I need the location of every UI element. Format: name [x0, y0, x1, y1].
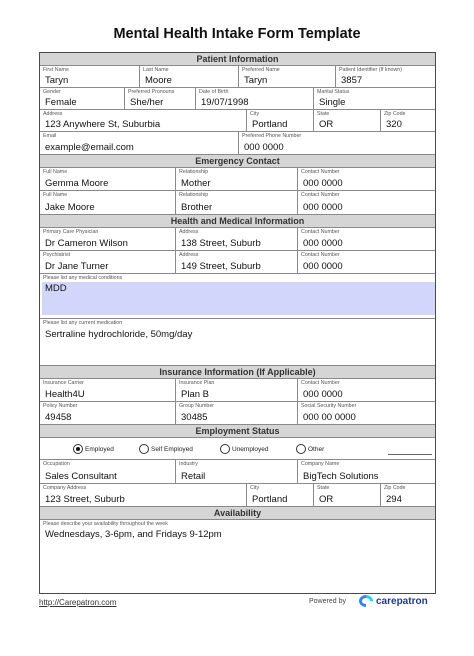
state-field[interactable]: State OR — [314, 110, 381, 131]
dob-field[interactable]: Date of Birth 19/07/1998 — [196, 88, 314, 109]
patient-row-4 — [40, 132, 435, 155]
physician-address-field[interactable]: Address 138 Street, Suburb — [176, 228, 298, 250]
email-field[interactable]: Email example@email.com — [40, 132, 239, 154]
insurance-contact-field[interactable]: Contact Number 000 0000 — [301, 380, 343, 400]
patient-id-field[interactable]: Patient Identifier (If known) 3857 — [339, 67, 403, 86]
section-header-health: Health and Medical Information — [40, 215, 435, 228]
carepatron-logo[interactable] — [358, 594, 428, 608]
emergency-number-field[interactable]: Contact Number 000 0000 — [301, 169, 343, 189]
radio-other[interactable]: Other — [296, 442, 324, 456]
medication-field[interactable]: Please list any current medication Sertraline hydrochloride, 50mg/day — [43, 320, 193, 340]
occupation-field[interactable]: Occupation Sales Consultant — [40, 460, 176, 483]
availability-field[interactable]: Please describe your availability throughout the week Wednesdays, 3-6pm, and Fridays 9-12pm — [43, 521, 222, 540]
preferred-name-field[interactable]: Preferred Name Taryn — [239, 66, 336, 87]
gender-field[interactable]: Gender Female — [40, 88, 125, 109]
phone-field[interactable]: Preferred Phone Number 000 0000 — [242, 133, 302, 153]
health-row-1 — [40, 228, 435, 251]
medical-conditions-field[interactable]: Please list any medical conditions MDD — [40, 274, 437, 318]
psychiatrist-field[interactable]: Psychiatrist Dr Jane Turner — [40, 251, 176, 273]
company-state-field[interactable]: State OR — [314, 484, 381, 506]
emergency-relationship-field[interactable]: Relationship Brother — [176, 191, 298, 214]
availability-row — [40, 520, 435, 592]
carepatron-logo-text: carepatron — [376, 595, 428, 607]
physician-field[interactable]: Primary Care Physician Dr Cameron Wilson — [40, 228, 176, 250]
section-header-emergency: Emergency Contact — [40, 155, 435, 168]
employment-row-1 — [40, 460, 435, 484]
insurance-carrier-field[interactable]: Insurance Carrier Health4U — [40, 379, 176, 401]
health-row-2 — [40, 251, 435, 274]
pronouns-field[interactable]: Preferred Pronouns She/her — [125, 88, 196, 109]
conditions-row — [40, 274, 435, 319]
section-header-employment: Employment Status — [40, 425, 435, 438]
industry-field[interactable]: Industry Retail — [176, 460, 298, 483]
group-number-field[interactable]: Group Number 30485 — [176, 402, 298, 424]
intake-form — [39, 52, 436, 594]
section-header-availability: Availability — [40, 507, 435, 520]
patient-row-1 — [40, 66, 435, 88]
address-field[interactable]: Address 123 Anywhere St, Suburbia — [40, 110, 247, 131]
policy-number-field[interactable]: Policy Number 49458 — [40, 402, 176, 424]
page-title: Mental Health Intake Form Template — [113, 26, 361, 42]
physician-number-field[interactable]: Contact Number 000 0000 — [301, 229, 343, 249]
emergency-name-field[interactable]: Full Name Jake Moore — [40, 191, 176, 214]
radio-circle-icon — [220, 444, 230, 454]
ssn-field[interactable]: Social Security Number 000 00 0000 — [301, 403, 357, 423]
psychiatrist-address-field[interactable]: Address 149 Street, Suburb — [176, 251, 298, 273]
patient-row-2 — [40, 88, 435, 110]
emergency-number-field[interactable]: Contact Number 000 0000 — [301, 192, 343, 213]
medication-row — [40, 319, 435, 366]
radio-self-employed[interactable]: Self Employed — [139, 442, 193, 456]
company-address-field[interactable]: Company Address 123 Street, Suburb — [40, 484, 247, 506]
psychiatrist-number-field[interactable]: Contact Number 000 0000 — [301, 252, 343, 272]
conditions-highlight — [42, 282, 435, 315]
marital-status-field[interactable]: Marital Status Single — [317, 89, 350, 108]
radio-employed[interactable]: Employed — [73, 442, 114, 456]
last-name-field[interactable]: Last Name Moore — [140, 66, 239, 87]
insurance-row-2 — [40, 402, 435, 425]
company-name-field[interactable]: Company Name BigTech Solutions — [301, 461, 379, 482]
radio-unemployed[interactable]: Unemployed — [220, 442, 269, 456]
employment-status-row — [40, 438, 435, 460]
section-header-patient: Patient Information — [40, 53, 435, 66]
section-header-insurance: Insurance Information (If Applicable) — [40, 366, 435, 379]
company-zip-field[interactable]: Zip Code 294 — [384, 485, 406, 505]
insurance-row-1 — [40, 379, 435, 402]
emergency-row-1 — [40, 168, 435, 191]
company-city-field[interactable]: City Portland — [247, 484, 314, 506]
powered-by-text: Powered by — [309, 598, 346, 605]
insurance-plan-field[interactable]: Insurance Plan Plan B — [176, 379, 298, 401]
carepatron-logo-icon — [358, 594, 374, 608]
first-name-field[interactable]: First Name Taryn — [40, 66, 140, 87]
patient-row-3 — [40, 110, 435, 132]
emergency-relationship-field[interactable]: Relationship Mother — [176, 168, 298, 190]
city-field[interactable]: City Portland — [247, 110, 314, 131]
employment-row-2 — [40, 484, 435, 507]
other-input-line[interactable] — [388, 454, 432, 455]
emergency-name-field[interactable]: Full Name Gemma Moore — [40, 168, 176, 190]
radio-circle-icon — [139, 444, 149, 454]
emergency-row-2 — [40, 191, 435, 215]
carepatron-link[interactable]: http://Carepatron.com — [39, 598, 117, 607]
radio-selected-icon — [73, 444, 83, 454]
zip-field[interactable]: Zip Code 320 — [384, 111, 406, 130]
radio-circle-icon — [296, 444, 306, 454]
